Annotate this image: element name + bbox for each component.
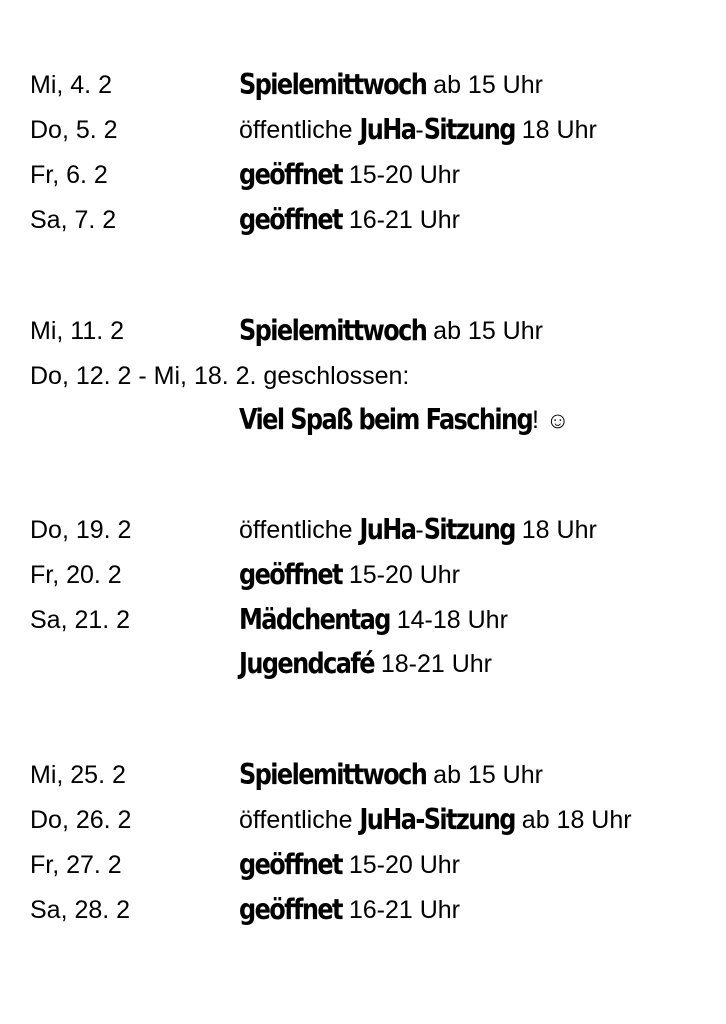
row-date: Do, 19. 2	[30, 516, 132, 544]
row-date: Do, 5. 2	[30, 116, 118, 144]
event-time: ab 15 Uhr	[426, 71, 543, 99]
schedule-row	[0, 600, 726, 640]
event-name-part2: Sitzung	[423, 512, 515, 546]
row-event	[239, 200, 460, 240]
fasching-message: Viel Spaß beim Fasching	[239, 402, 533, 436]
closure-message-row	[0, 400, 726, 440]
event-time: 18-21 Uhr	[373, 650, 493, 678]
row-event	[239, 555, 460, 595]
event-time: 18 Uhr	[514, 116, 597, 144]
closure-row	[0, 356, 726, 396]
event-time: ab 15 Uhr	[426, 761, 543, 789]
row-event	[239, 510, 597, 550]
event-time: ab 15 Uhr	[426, 317, 543, 345]
event-name: JuHa-Sitzung	[359, 802, 515, 836]
row-event	[239, 644, 492, 684]
row-date: Mi, 4. 2	[30, 71, 112, 99]
closure-message	[239, 400, 569, 440]
row-date: Sa, 21. 2	[30, 606, 131, 634]
schedule-row	[0, 311, 726, 351]
schedule-row	[0, 155, 726, 195]
schedule-row	[0, 510, 726, 550]
event-name: Spielemittwoch	[239, 313, 427, 347]
schedule-row	[0, 65, 726, 105]
row-event	[239, 65, 543, 105]
event-time: 18 Uhr	[514, 516, 597, 544]
row-date: Sa, 7. 2	[30, 206, 117, 234]
event-name: geöffnet	[239, 157, 342, 191]
row-date: Mi, 11. 2	[30, 317, 125, 345]
event-name: JuHa	[359, 112, 416, 146]
row-event	[239, 800, 632, 840]
event-time: 14-18 Uhr	[389, 606, 508, 634]
event-time: 15-20 Uhr	[341, 851, 460, 879]
row-date: Do, 26. 2	[30, 806, 132, 834]
row-event	[239, 155, 460, 195]
message-exclamation: !	[532, 406, 546, 434]
event-name: JuHa	[359, 512, 416, 546]
row-event	[239, 845, 460, 885]
schedule-row	[0, 755, 726, 795]
event-name-part2: Sitzung	[423, 112, 515, 146]
event-prefix: öffentliche	[239, 116, 360, 144]
event-time: ab 18 Uhr	[514, 806, 632, 834]
event-time: 15-20 Uhr	[341, 561, 460, 589]
row-date: Fr, 20. 2	[30, 561, 122, 589]
row-date: Sa, 28. 2	[30, 896, 131, 924]
row-event	[239, 890, 460, 930]
event-hyphen: -	[415, 116, 424, 144]
row-event	[239, 600, 508, 640]
row-event	[239, 311, 543, 351]
row-date: Fr, 6. 2	[30, 161, 108, 189]
row-event	[239, 755, 543, 795]
schedule-row	[0, 890, 726, 930]
event-time: 16-21 Uhr	[341, 206, 460, 234]
schedule-row	[0, 200, 726, 240]
smiley-icon: ☺	[545, 407, 570, 433]
schedule-row	[0, 644, 726, 684]
event-name: geöffnet	[239, 202, 342, 236]
schedule-row	[0, 555, 726, 595]
event-name: Spielemittwoch	[239, 67, 427, 101]
event-name: geöffnet	[239, 892, 342, 926]
event-time: 15-20 Uhr	[341, 161, 460, 189]
row-date: Fr, 27. 2	[30, 851, 122, 879]
event-name: Mädchentag	[239, 602, 390, 636]
event-time: 16-21 Uhr	[341, 896, 460, 924]
schedule-row	[0, 110, 726, 150]
event-prefix: öffentliche	[239, 806, 360, 834]
schedule-row	[0, 800, 726, 840]
event-name: Jugendcafé	[239, 646, 374, 680]
event-prefix: öffentliche	[239, 516, 360, 544]
schedule-row	[0, 845, 726, 885]
event-hyphen: -	[415, 516, 424, 544]
event-name: geöffnet	[239, 557, 342, 591]
row-event	[239, 110, 597, 150]
event-name: geöffnet	[239, 847, 342, 881]
row-date: Mi, 25. 2	[30, 761, 126, 789]
closure-text: Do, 12. 2 - Mi, 18. 2. geschlossen:	[30, 362, 410, 390]
event-name: Spielemittwoch	[239, 757, 427, 791]
